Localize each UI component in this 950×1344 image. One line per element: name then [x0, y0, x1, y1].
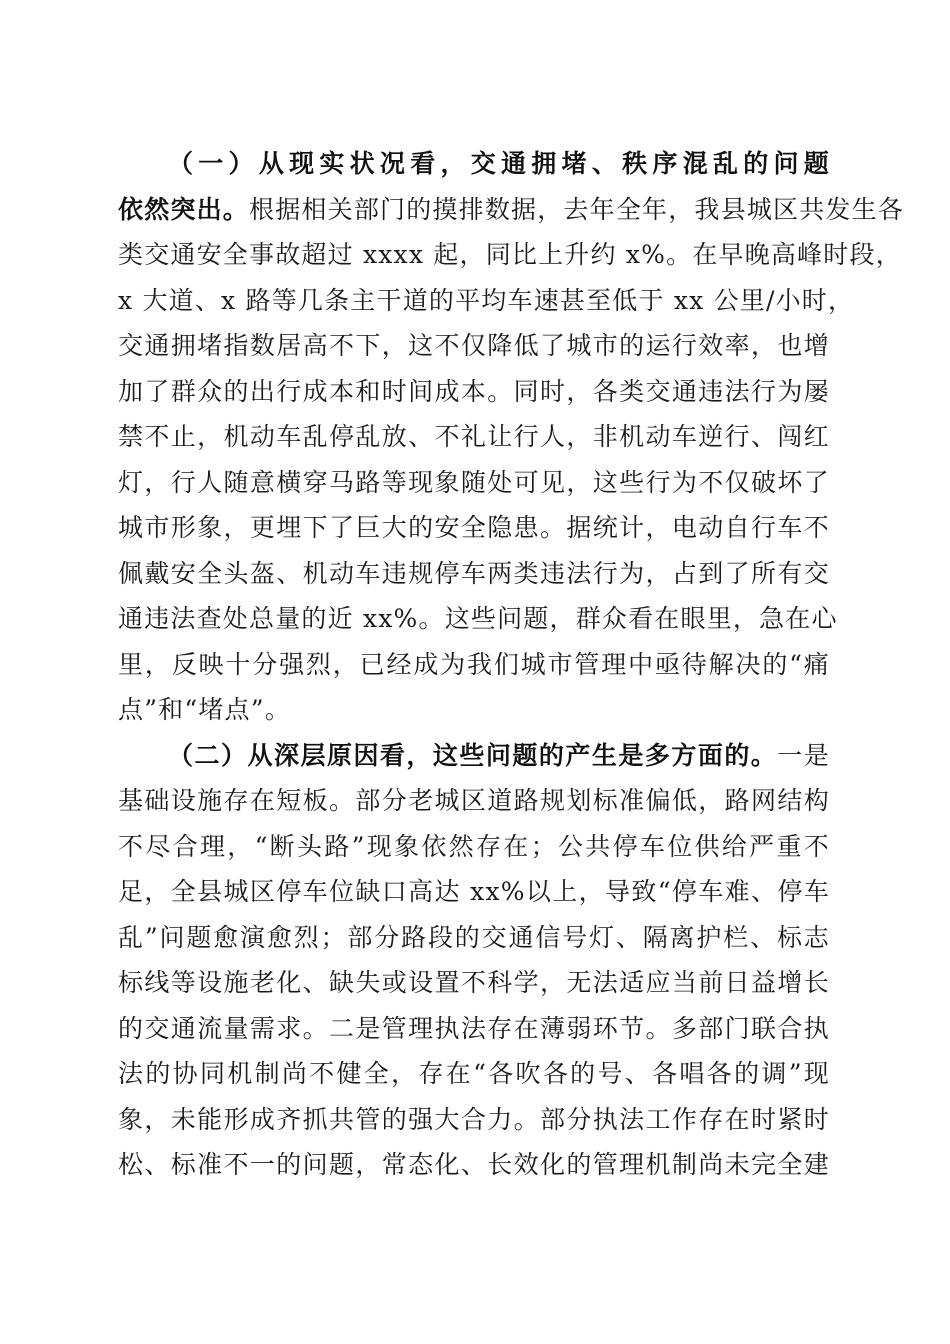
paragraph-1-text: 根据相关部门的摸排数据，去年全年，我县城区共发生各 — [249, 194, 905, 224]
paragraph-1-line: 里，反映十分强烈，已经成为我们城市管理中亟待解决的“痛 — [118, 649, 830, 679]
paragraph-1-line: 点”和“堵点”。 — [118, 695, 291, 724]
paragraph-2-lead-heading: （二）从深层原因看，这些问题的产生是多方面的。 — [168, 740, 778, 770]
paragraph-1-lead-heading: （一）从现实状况看，交通拥堵、秩序混乱的问题 — [168, 149, 830, 178]
paragraph-1-line: 灯，行人随意横穿马路等现象随处可见，这些行为不仅破坏了 — [118, 467, 830, 497]
paragraph-2-line: 足，全县城区停车位缺口高达 xx%以上，导致“停车难、停车 — [118, 877, 830, 906]
paragraph-1 — [118, 141, 905, 733]
paragraph-1-line: 加了群众的出行成本和时间成本。同时，各类交通违法行为屡 — [118, 376, 830, 406]
paragraph-2-line: 象，未能形成齐抓共管的强大合力。部分执法工作存在时紧时 — [118, 1104, 830, 1134]
paragraph-2-line: 标线等设施老化、缺失或设置不科学，无法适应当前日益增长 — [118, 968, 830, 997]
paragraph-1-line-1 — [118, 141, 830, 187]
paragraph-1-line: x 大道、x 路等几条主干道的平均车速甚至低于 xx 公里/小时， — [118, 285, 855, 315]
paragraph-1-lead-heading-tail: 依然突出。 — [118, 194, 250, 224]
paragraph-2-line: 乱”问题愈演愈烈；部分路段的交通信号灯、隔离护栏、标志 — [118, 922, 830, 952]
paragraph-1-line: 佩戴安全头盔、机动车违规停车两类违法行为，占到了所有交 — [118, 558, 830, 588]
paragraph-2-line: 不尽合理，“断头路”现象依然存在；公共停车位供给严重不 — [118, 831, 830, 861]
paragraph-1-line: 类交通安全事故超过 xxxx 起，同比上升约 x%。在早晚高峰时段， — [118, 240, 902, 269]
paragraph-2-text: 一是 — [777, 740, 830, 770]
paragraph-2-line-1 — [118, 733, 830, 779]
paragraph-1-line: 通违法查处总量的近 xx%。这些问题，群众看在眼里，急在心 — [118, 604, 838, 633]
paragraph-1-line: 禁不止，机动车乱停乱放、不礼让行人，非机动车逆行、闯红 — [118, 422, 830, 451]
paragraph-1-line: 交通拥堵指数居高不下，这不仅降低了城市的运行效率，也增 — [118, 331, 830, 360]
paragraph-2 — [118, 733, 830, 1188]
paragraph-2-line: 的交通流量需求。二是管理执法存在薄弱环节。多部门联合执 — [118, 1013, 830, 1043]
document-body — [118, 141, 905, 1188]
paragraph-2-line: 基础设施存在短板。部分老城区道路规划标准偏低，路网结构 — [118, 786, 830, 815]
paragraph-1-line-2 — [118, 187, 905, 233]
paragraph-2-line: 法的协同机制尚不健全，存在“各吹各的号、各唱各的调”现 — [118, 1059, 830, 1088]
paragraph-1-line: 城市形象，更埋下了巨大的安全隐患。据统计，电动自行车不 — [118, 513, 830, 542]
paragraph-2-line: 松、标准不一的问题，常态化、长效化的管理机制尚未完全建 — [118, 1150, 830, 1179]
